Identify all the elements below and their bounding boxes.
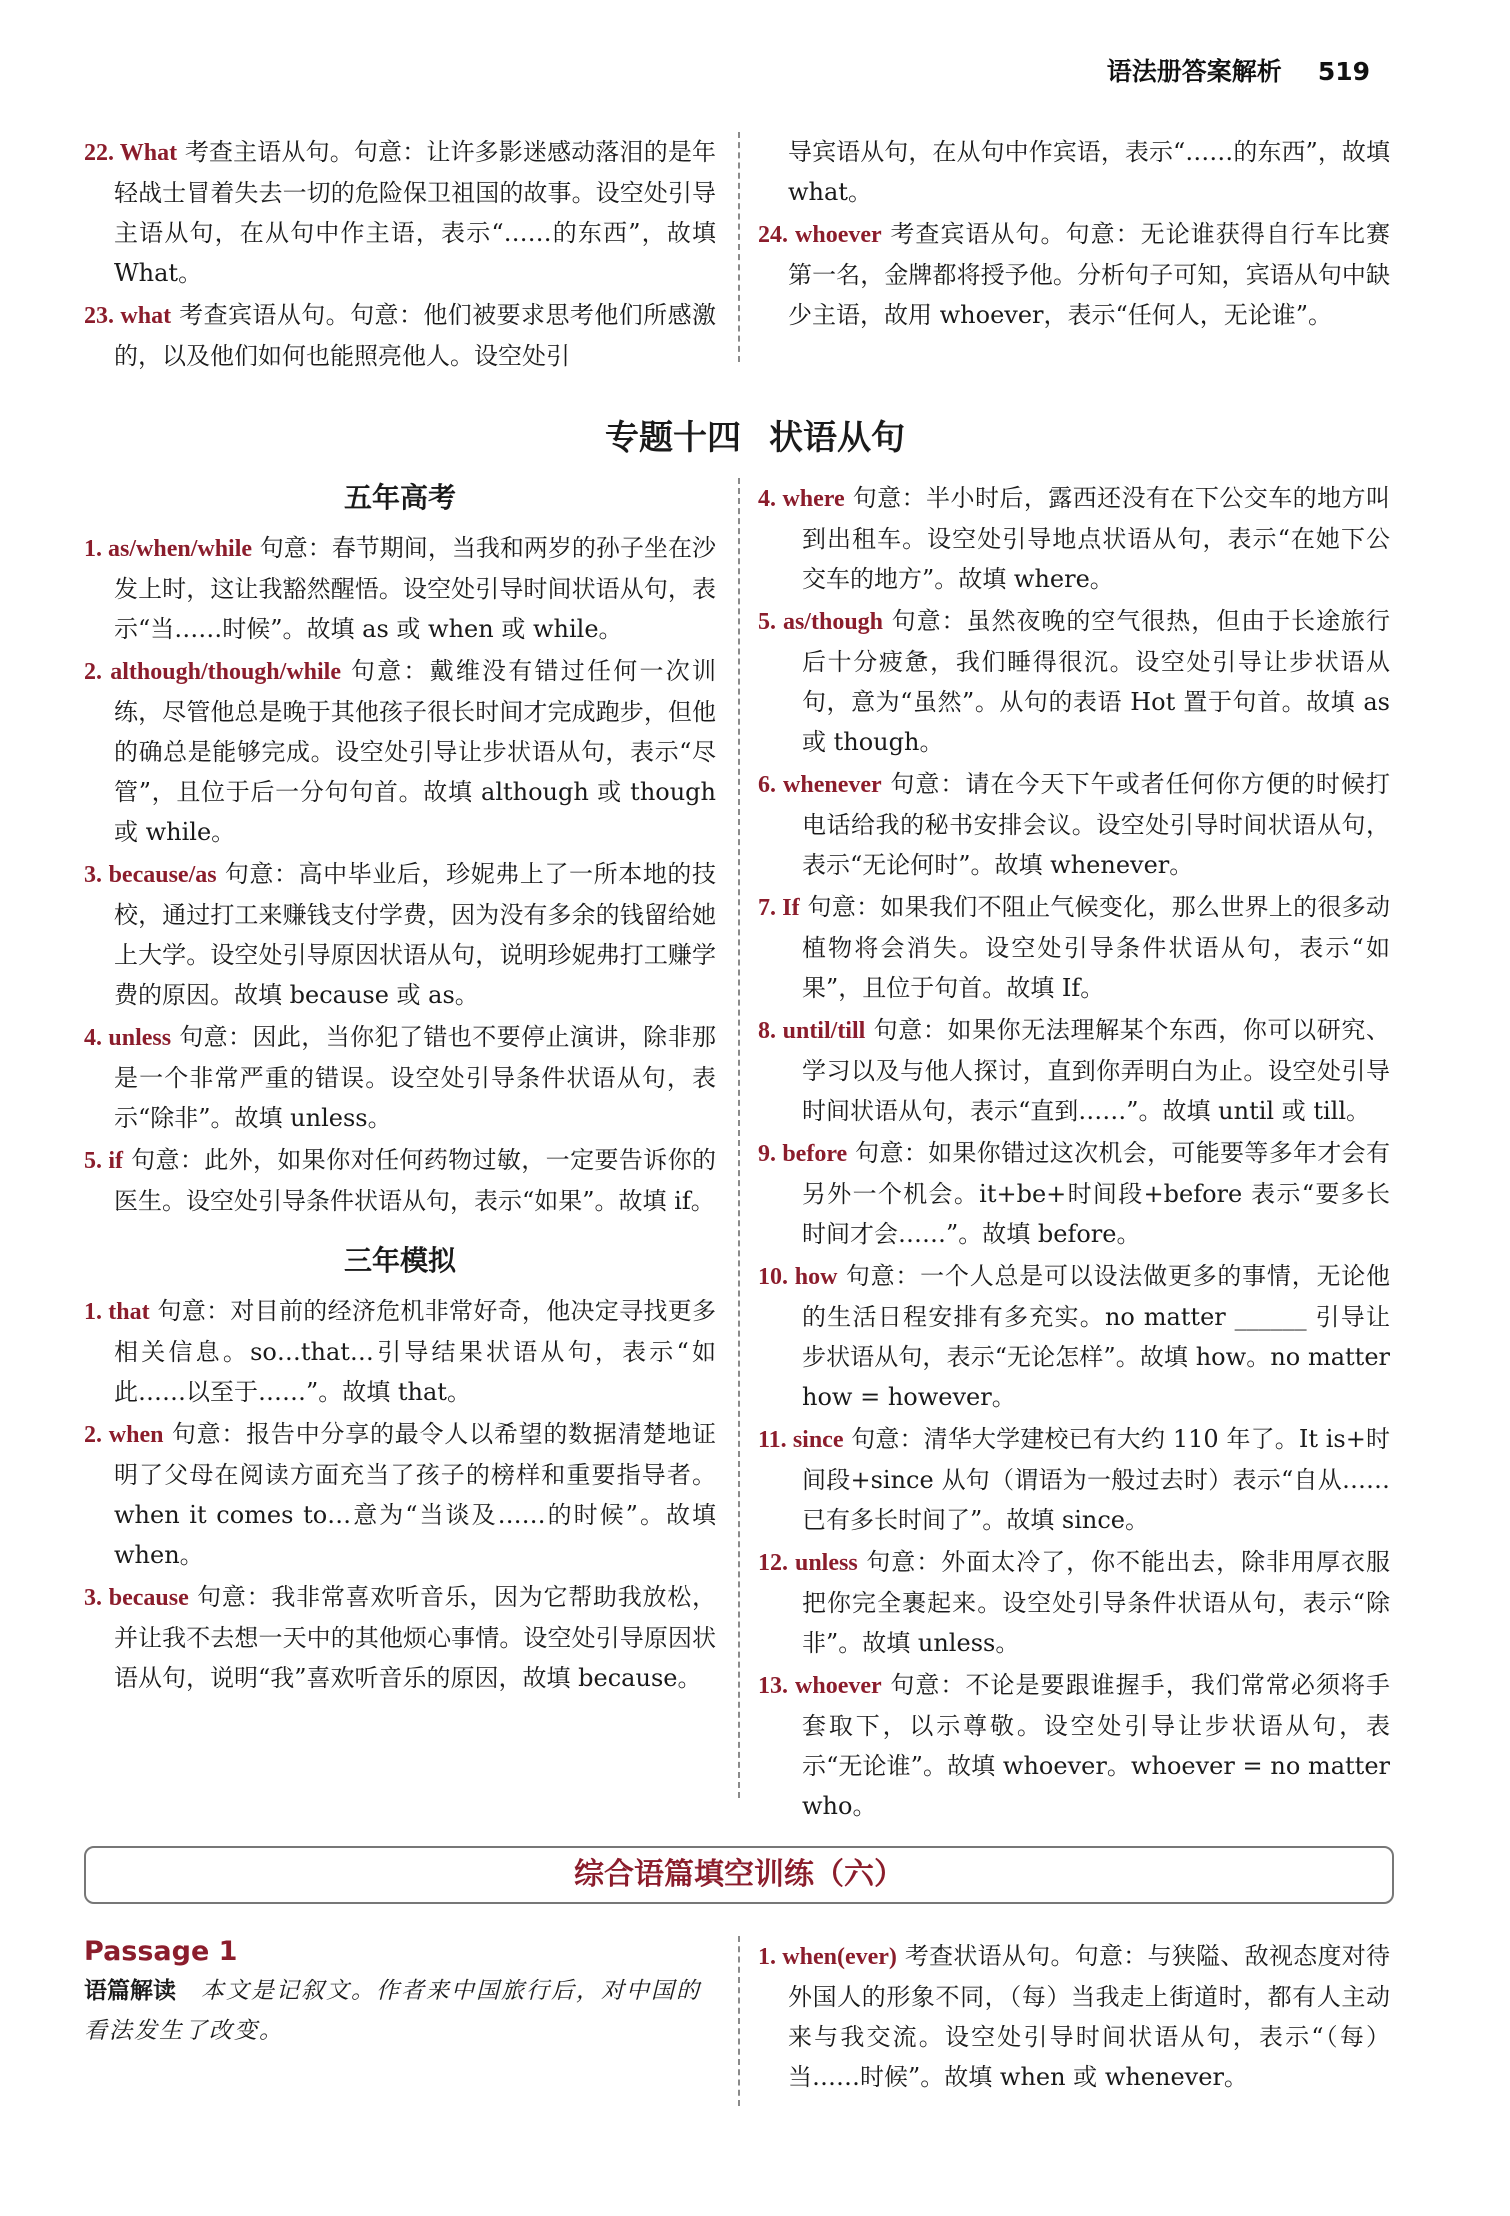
answer-item [84,651,716,852]
answer-item [84,1140,716,1221]
summary-label: 语篇解读 [84,1977,176,2004]
answer-key: 4. unless [84,1025,172,1051]
answer-key: 3. because/as [84,862,217,888]
answer-key: 1. as/when/while [84,536,253,562]
answer-key: 6. whenever [758,772,882,798]
running-title: 语法册答案解析 [1106,57,1282,86]
explanation: 考查状语从句。句意：与狭隘、敌视态度对待外国人的形象不同，（每）当我走上街道时，都有人主动来与我交流。设空处引导时间状语从句，表示“（每）当……时候”。故填 when 或 whenever。 [788,1942,1390,2091]
explanation: 考查宾语从句。句意：他们被要求思考他们所感激的，以及他们如何也能照亮他人。设空处引 [114,301,716,370]
top-right-column [758,132,1390,337]
answer-item [758,1133,1390,1254]
answer-key: 7. If [758,895,800,921]
subsection-heading: 五年高考 [343,481,456,514]
answer-key: 22. What [84,140,178,166]
answer-key: 13. whoever [758,1673,882,1699]
explanation: 考查宾语从句。句意：无论谁获得自行车比赛第一名，金牌都将授予他。分析句子可知，宾语从句中缺少主语，故用 whoever，表示“任何人，无论谁”。 [788,220,1390,329]
explanation: 句意：春节期间，当我和两岁的孙子坐在沙发上时，这让我豁然醒悟。设空处引导时间状语从句，表示“当……时候”。故填 as 或 when 或 while。 [114,534,716,643]
answer-key: 5. if [84,1148,124,1174]
answer-item [758,1010,1390,1131]
answer-item [758,764,1390,885]
explanation: 句意：不论是要跟谁握手，我们常常必须将手套取下，以示尊敬。设空处引导让步状语从句，表示“无论谁”。故填 whoever。whoever = no matter who。 [802,1671,1390,1820]
summary-text: 本文是记叙文。作者来中国旅行后，对中国的看法发生了改变。 [84,1978,701,2044]
passage-column [84,1936,716,2051]
answer-key: 11. since [758,1427,844,1453]
answer-key: 3. because [84,1585,189,1611]
section-number: 专题十四 [605,418,741,458]
answer-item [84,1017,716,1138]
answer-item [758,1542,1390,1663]
section-subtitle: 状语从句 [769,418,905,458]
answer-item [758,1665,1390,1826]
answer-key: 24. whoever [758,222,882,248]
answer-item [84,1291,716,1412]
section-title [0,410,1510,459]
subsection-heading: 三年模拟 [343,1244,456,1277]
answer-item [84,1414,716,1575]
answer-item [84,295,716,376]
answer-item [758,478,1390,599]
answer-key: 4. where [758,486,845,512]
explanation: 考查主语从句。句意：让许多影迷感动落泪的是年轻战士冒着失去一切的危险保卫祖国的故事。设空处引导主语从句，在从句中作主语，表示“……的东西”，故填 What。 [114,138,716,287]
answer-key: 2. when [84,1422,164,1448]
explanation: 句意：因此，当你犯了错也不要停止演讲，除非那是一个非常严重的错误。设空处引导条件状语从句，表示“除非”。故填 unless。 [114,1023,717,1132]
column-divider [738,132,740,362]
passage-title: Passage 1 [84,1936,238,1967]
answer-key: 8. until/till [758,1018,866,1044]
answer-key: 9. before [758,1141,848,1167]
explanation: 句意：半小时后，露西还没有在下公交车的地方叫到出租车。设空处引导地点状语从句，表示“在她下公交车的地方”。故填 where。 [802,484,1391,593]
explanation: 句意：外面太冷了，你不能出去，除非用厚衣服把你完全裹起来。设空处引导条件状语从句，表示“除非”。故填 unless。 [802,1548,1390,1657]
answer-key: 2. although/though/while [84,659,341,685]
passage-summary [84,1971,716,2051]
answer-item [84,528,716,649]
explanation: 句意：此外，如果你对任何药物过敏，一定要告诉你的医生。设空处引导条件状语从句，表示“如果”。故填 if。 [114,1146,717,1215]
explanation: 句意：对目前的经济危机非常好奇，他决定寻找更多相关信息。so…that…引导结果状语从句，表示“如此……以至于……”。故填 that。 [114,1297,716,1406]
left-column [84,478,716,1700]
explanation: 句意：戴维没有错过任何一次训练，尽管他总是晚于其他孩子很长时间才完成跑步，但他的确总是能够完成。设空处引导让步状语从句，表示“尽管”，且位于后一分句句首。故填 although 或 though 或 while。 [114,657,716,846]
explanation: 句意：一个人总是可以设法做更多的事情，无论他的生活日程安排有多充实。no matter ______ 引导让步状语从句，表示“无论怎样”。故填 how。no matter how = however。 [802,1262,1390,1411]
answer-item [758,214,1390,335]
answer-key: 10. how [758,1264,838,1290]
answer-key: 1. when(ever) [758,1944,897,1970]
answer-item-continued [758,132,1390,212]
explanation: 导宾语从句，在从句中作宾语，表示“……的东西”，故填 what。 [788,138,1390,206]
explanation: 句意：我非常喜欢听音乐，因为它帮助我放松，并让我不去想一天中的其他烦心事情。设空处引导原因状语从句，说明“我”喜欢听音乐的原因，故填 because。 [114,1583,716,1692]
answer-item [758,1936,1390,2097]
page-number: 519 [1317,57,1370,86]
answer-item [758,887,1390,1008]
explanation: 句意：请在今天下午或者任何你方便的时候打电话给我的秘书安排会议。设空处引导时间状语从句，表示“无论何时”。故填 whenever。 [802,770,1390,879]
answer-key: 23. what [84,303,172,329]
explanation: 句意：高中毕业后，珍妮弗上了一所本地的技校，通过打工来赚钱支付学费，因为没有多余的钱留给她上大学。设空处引导原因状语从句，说明珍妮弗打工赚学费的原因。故填 because 或 as。 [114,860,716,1009]
explanation: 句意：清华大学建校已有大约 110 年了。It is+时间段+since 从句（谓语为一般过去时）表示“自从……已有多长时间了”。故填 since。 [802,1425,1390,1534]
explanation: 句意：虽然夜晚的空气很热，但由于长途旅行后十分疲惫，我们睡得很沉。设空处引导让步状语从句，意为“虽然”。从句的表语 Hot 置于句首。故填 as 或 though。 [802,607,1391,756]
answer-item [758,1256,1390,1417]
column-divider [738,1936,740,2106]
answer-item [84,1577,716,1698]
top-left-column [84,132,716,378]
answer-item [84,132,716,293]
answer-key: 5. as/though [758,609,884,635]
explanation: 句意：如果你错过这次机会，可能要等多年才会有另外一个机会。it+be+时间段+before 表示“要多长时间才会……”。故填 before。 [802,1139,1391,1248]
answer-key: 1. that [84,1299,150,1325]
explanation: 句意：报告中分享的最令人以希望的数据清楚地证明了父母在阅读方面充当了孩子的榜样和重要指导者。when it comes to…意为“当谈及……的时候”。故填 when。 [114,1420,716,1569]
exercise-banner: 综合语篇填空训练（六） [84,1846,1394,1904]
answer-item [758,601,1390,762]
right-column [758,478,1390,1828]
column-divider [738,478,740,1798]
explanation: 句意：如果我们不阻止气候变化，那么世界上的很多动植物将会消失。设空处引导条件状语从句，表示“如果”，且位于句首。故填 If。 [802,893,1390,1002]
page-header [1107,52,1370,88]
bottom-right-column [758,1936,1390,2099]
answer-item [84,854,716,1015]
explanation: 句意：如果你无法理解某个东西，你可以研究、学习以及与他人探讨，直到你弄明白为止。设空处引导时间状语从句，表示“直到……”。故填 until 或 till。 [802,1016,1391,1125]
answer-key: 12. unless [758,1550,858,1576]
answer-item [758,1419,1390,1540]
